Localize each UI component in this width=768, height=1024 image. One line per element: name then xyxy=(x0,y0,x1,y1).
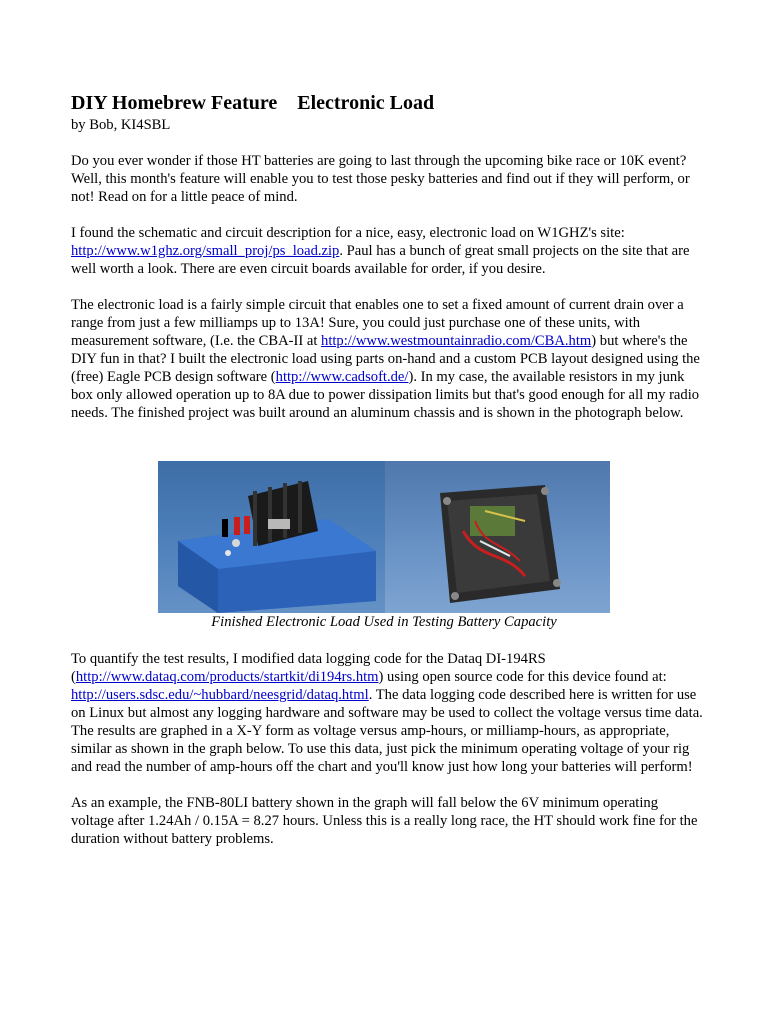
paragraph-source-text-2: . Paul has a bunch of great small projects on the site that are well worth a look. There are even circuit boards available for order, if you desire. xyxy=(71,243,690,277)
paragraph-circuit-text-3: ). In my case, the available resistors in my junk box only allowed operation up to 8A due to power dissipation limits but that's good enough for all my radio needs. The finished project was built around an aluminum chassis and is shown in the photograph below. xyxy=(71,369,700,421)
dataq-link[interactable]: http://www.dataq.com/products/startkit/di194rs.htm xyxy=(75,669,379,685)
paragraph-circuit-text-2: ) but where's the DIY fun in that? I built the electronic load using parts on-hand and a custom PCB layout designed using the (free) Eagle PCB design software ( xyxy=(71,333,700,385)
paragraph-circuit-text-1: The electronic load is a fairly simple circuit that enables one to set a fixed amount of current drain over a range from just a few milliamps up to 13A! Sure, you could just purchase one of these units, with measurement software, (I.e. the CBA-II at xyxy=(71,297,684,349)
cadsoft-link[interactable]: http://www.cadsoft.de/ xyxy=(275,369,409,385)
paragraph-example: As an example, the FNB-80LI battery shown in the graph will fall below the 6V minimum operating voltage after 1.24Ah / 0.15A = 8.27 hours. Unless this is a really long race, the HT should work fine for the duration without battery problems. xyxy=(71,795,698,847)
photo-caption: Finished Electronic Load Used in Testing Battery Capacity xyxy=(211,614,557,630)
paragraph-logging-text-1: To quantify the test results, I modified data logging code for the Dataq DI-194RS ( xyxy=(71,651,546,685)
project-photo xyxy=(158,461,610,613)
paragraph-logging-text-3: . The data logging code described here is written for use on Linux but almost any logging hardware and software may be used to collect the voltage versus time data. The results are graphed in a X-Y form as voltage versus amp-hours, or milliamp-hours, as appropriate, similar as shown in the graph below. To use this data, just pick the minimum operating voltage of your rig and read the number of amp-hours off the chart and you'll know just how long your batteries will perform! xyxy=(71,687,703,775)
photo-closed-chassis xyxy=(158,461,385,613)
article-title: DIY Homebrew Feature Electronic Load xyxy=(71,92,435,114)
paragraph-logging-text-2: ) using open source code for this device found at: xyxy=(378,669,667,685)
article-bottom xyxy=(71,650,703,848)
westmountainradio-link[interactable]: http://www.westmountainradio.com/CBA.htm xyxy=(321,333,592,349)
paragraph-source-text-1: I found the schematic and circuit description for a nice, easy, electronic load on W1GHZ's site: xyxy=(71,225,625,241)
paragraph-intro: Do you ever wonder if those HT batteries are going to last through the upcoming bike race or 10K event? Well, this month's feature will enable you to test those pesky batteries and find out if they will perform, or not! Read on for a little peace of mind. xyxy=(71,153,690,205)
paragraph-logging xyxy=(71,650,703,776)
article-top xyxy=(71,92,703,422)
paragraph-circuit xyxy=(71,296,703,422)
article-byline: by Bob, KI4SBL xyxy=(71,117,171,133)
w1ghz-link[interactable]: http://www.w1ghz.org/small_proj/ps_load.zip xyxy=(71,243,340,259)
paragraph-source xyxy=(71,224,703,278)
photo-open-chassis xyxy=(385,461,610,613)
sdsc-link[interactable]: http://users.sdsc.edu/~hubbard/neesgrid/dataq.html xyxy=(71,687,369,703)
